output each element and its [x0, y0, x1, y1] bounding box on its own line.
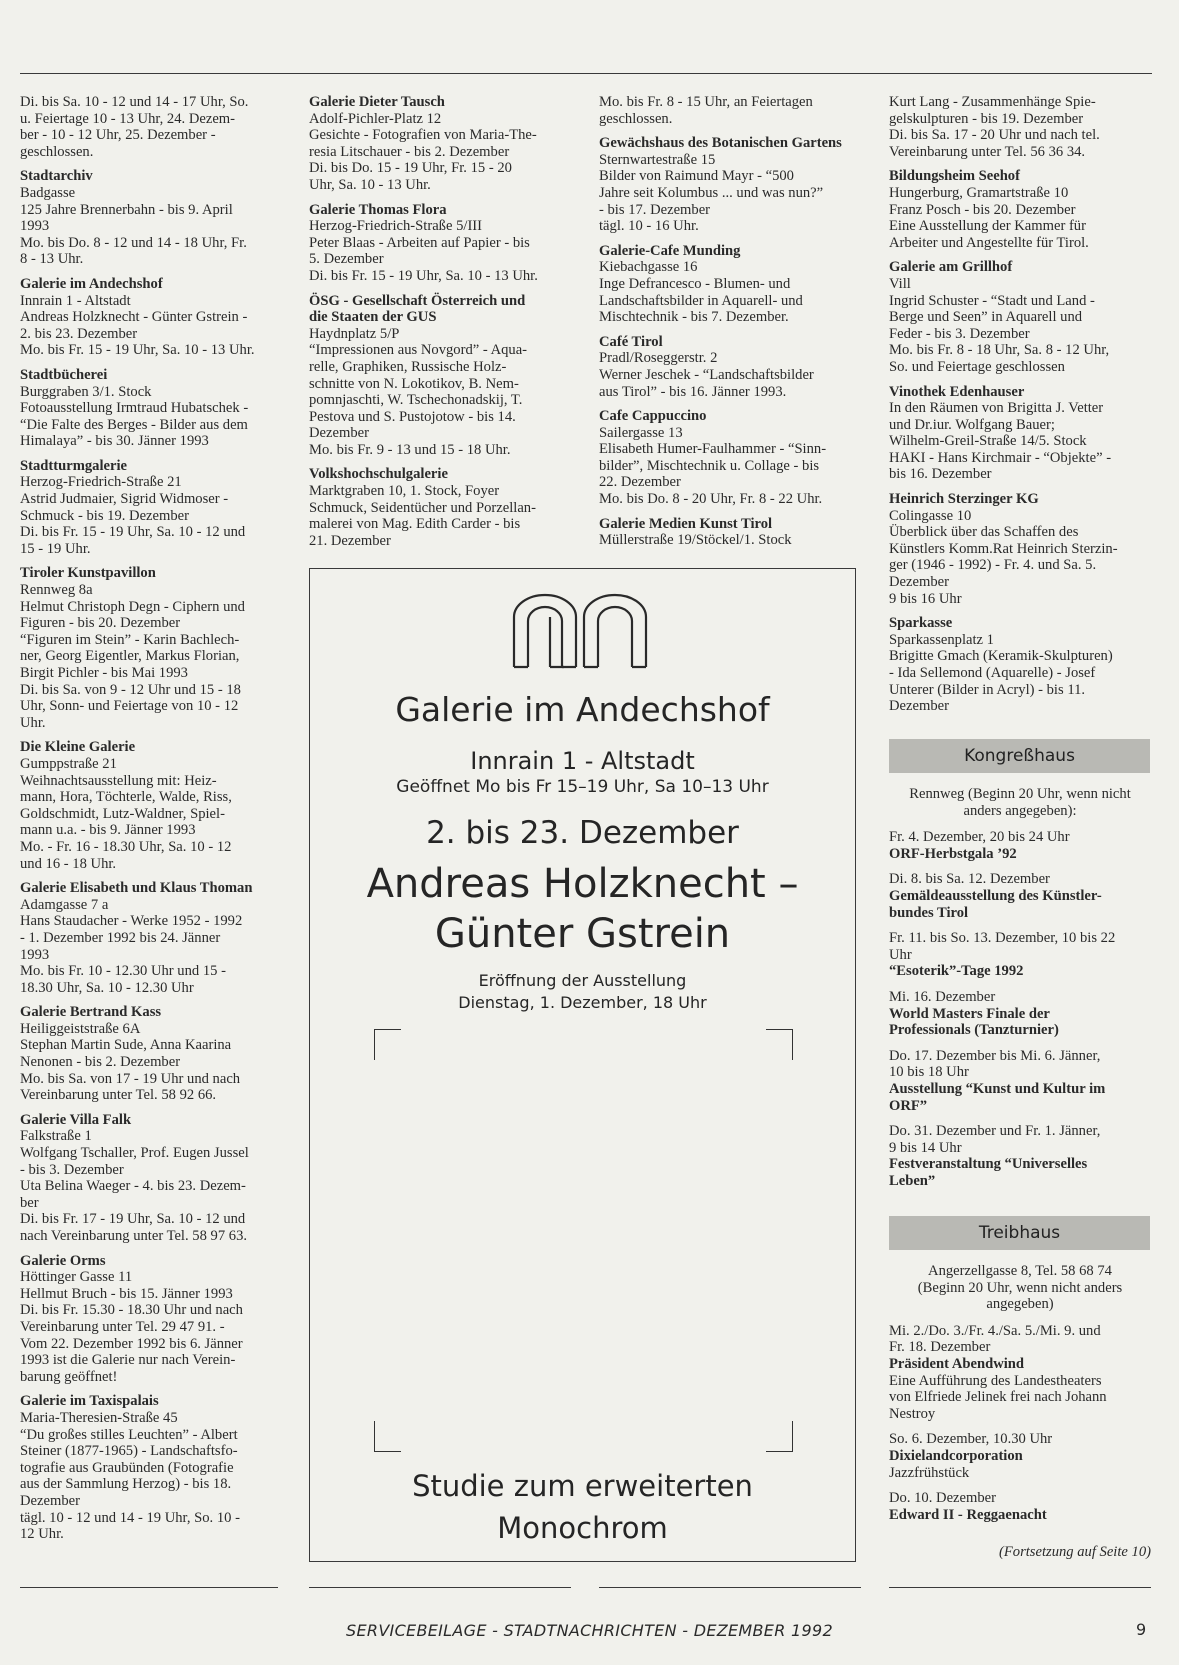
top-rule	[20, 73, 1152, 74]
listing-entry	[889, 491, 1151, 607]
column-3-entries	[599, 135, 861, 549]
event-date: Fr. 11. bis So. 13. Dezember, 10 bis 22 Uhr	[889, 930, 1116, 963]
listing-venue-name: Heinrich Sterzinger KG	[889, 491, 1039, 508]
listing-venue-name: Volkshochschulgalerie	[309, 466, 448, 483]
listing-venue-name: Sparkasse	[889, 615, 953, 632]
listing-venue-name: Tiroler Kunstpavillon	[20, 565, 156, 582]
listing-details: Herzog-Friedrich-Straße 5/III Peter Blaas - Arbeiten auf Papier - bis 5. Dezember Di. bis Fr. 15 - 19 Uhr, Sa. 10 - 13 Uhr.	[309, 218, 538, 284]
listing-venue-name: Galerie Villa Falk	[20, 1111, 132, 1128]
listing-details: Sparkassenplatz 1 Brigitte Gmach (Keramik-Skulpturen) - Ida Sellemond (Aquarelle) - Josef Unterer (Bilder in Acryl) - bis 11. Dezember	[889, 631, 1113, 715]
event-name: “Esoterik”-Tage 1992	[889, 963, 1024, 980]
listing-entry	[309, 466, 571, 549]
event-item	[889, 829, 1151, 862]
listing-entry	[599, 408, 861, 508]
listing-details: Marktgraben 10, 1. Stock, Foyer Schmuck, Seidentücher und Porzellan- malerei von Mag. Edith Carder - bis 21. Dezember	[309, 483, 536, 549]
event-name: Dixielandcorporation	[889, 1447, 1023, 1464]
event-item	[889, 1323, 1151, 1423]
listing-entry	[309, 293, 571, 459]
listing-venue-name: Galerie Orms	[20, 1252, 106, 1269]
listing-venue-name: Galerie im Andechshof	[20, 275, 163, 292]
listing-details: Heiliggeiststraße 6A Stephan Martin Sude, Anna Kaarina Nenonen - bis 2. Dezember Mo. bis Sa. von 17 - 19 Uhr und nach Vereinbarung unter Tel. 58 92 66.	[20, 1020, 241, 1104]
frame-corner-top-left	[374, 1029, 401, 1060]
listing-entry	[20, 367, 285, 450]
kongresshaus-band: Kongreßhaus	[889, 739, 1150, 773]
bottom-rule-3	[599, 1587, 861, 1588]
listing-entry	[889, 384, 1151, 484]
event-date: Do. 10. Dezember	[889, 1490, 996, 1507]
listing-venue-name: Galerie Medien Kunst Tirol	[599, 515, 773, 532]
listing-details: Adamgasse 7 a Hans Staudacher - Werke 1952 - 1992 - 1. Dezember 1992 bis 24. Jänner 1993 Mo. bis Fr. 10 - 12.30 Uhr und 15 - 18.30 Uhr, Sa. 10 - 12.30 Uhr	[20, 896, 243, 996]
listing-details: Herzog-Friedrich-Straße 21 Astrid Judmaier, Sigrid Widmoser - Schmuck - bis 19. Dezember Di. bis Fr. 15 - 19 Uhr, Sa. 10 - 12 und 15 - 19 Uhr.	[20, 474, 246, 557]
listing-venue-name: Galerie-Cafe Munding	[599, 242, 741, 259]
listing-details: Sternwartestraße 15 Bilder von Raimund Mayr - “500 Jahre seit Kolumbus ... und was nun?” - bis 17. Dezember tägl. 10 - 16 Uhr.	[599, 151, 824, 235]
column-1	[20, 94, 285, 1551]
listing-venue-name: ÖSG - Gesellschaft Österreich und die Staaten der GUS	[309, 292, 526, 326]
ad-artwork-title: Studie zum erweiterten Monochrom	[412, 1469, 753, 1545]
listing-entry	[20, 565, 285, 731]
listing-details: Hungerburg, Gramartstraße 10 Franz Posch - bis 20. Dezember Eine Ausstellung der Kammer für Arbeiter und Angestellte für Tirol.	[889, 184, 1089, 251]
listing-entry	[20, 276, 285, 359]
listing-venue-name: Stadtturmgalerie	[20, 457, 127, 474]
listing-details: Burggraben 3/1. Stock Fotoausstellung Irmtraud Hubatschek - “Die Falte des Berges - Bilder aus dem Himalaya” - bis 30. Jänner 1993	[20, 383, 249, 450]
treibhaus-intro: Angerzellgasse 8, Tel. 58 68 74 (Beginn 20 Uhr, wenn nicht anders angegeben)	[917, 1263, 1123, 1313]
event-item	[889, 1048, 1151, 1114]
event-name: ORF-Herbstgala ’92	[889, 845, 1017, 862]
listing-details: Maria-Theresien-Straße 45 “Du großes stilles Leuchten” - Albert Steiner (1877-1965) - Landschaftsfo- tografie aus Graubünden (Fotografie aus der Sammlung Herzog) - bis 18. Dezember tägl. 10 - 12 und 14 - 19 Uhr, So. 10 - 12 Uhr.	[20, 1409, 240, 1543]
listing-venue-name: Bildungsheim Seehof	[889, 168, 1020, 185]
listing-details: Kiebachgasse 16 Inge Defrancesco - Blumen- und Landschaftsbilder in Aquarell- und Mischtechnik - bis 7. Dezember.	[599, 259, 803, 326]
listing-entry	[309, 202, 571, 285]
event-name: Festveranstaltung “Universelles Leben”	[889, 1156, 1088, 1189]
listing-entry	[20, 1004, 285, 1104]
listing-details: Adolf-Pichler-Platz 12 Gesichte - Fotografien von Maria-The- resia Litschauer - bis 2. Dezember Di. bis Do. 15 - 19 Uhr, Fr. 15 - 20 Uhr, Sa. 10 - 13 Uhr.	[309, 110, 537, 193]
treibhaus-section	[889, 1263, 1151, 1532]
frame-corner-bottom-left	[374, 1421, 401, 1452]
listing-entry	[20, 739, 285, 872]
event-item	[889, 1123, 1151, 1189]
arches-logo-icon	[510, 591, 650, 669]
bottom-rule-4	[889, 1587, 1151, 1588]
ad-opening-hours: Geöffnet Mo bis Fr 15–19 Uhr, Sa 10–13 Uhr	[396, 777, 769, 797]
event-item	[889, 871, 1151, 921]
listing-venue-name: Die Kleine Galerie	[20, 739, 136, 756]
bottom-rule-1	[20, 1587, 278, 1588]
listing-entry	[889, 168, 1151, 251]
continuation-note: (Fortsetzung auf Seite 10)	[999, 1544, 1151, 1560]
listing-entry	[20, 1393, 285, 1542]
listing-venue-name: Galerie Thomas Flora	[309, 201, 447, 218]
listing-entry	[889, 615, 1151, 715]
event-date: Fr. 4. Dezember, 20 bis 24 Uhr	[889, 829, 1070, 846]
event-item	[889, 1490, 1151, 1523]
listing-details: Gumppstraße 21 Weihnachtsausstellung mit: Heiz- mann, Hora, Töchterle, Walde, Riss, Goldschmidt, Lutz-Waldner, Spiel- mann u.a. - bis 9. Jänner 1993 Mo. - Fr. 16 - 18.30 Uhr, Sa. 10 - 12 und 16 - 18 Uhr.	[20, 755, 232, 872]
page-footer: SERVICEBEILAGE - STADTNACHRICHTEN - DEZEMBER 1992	[346, 1621, 833, 1640]
event-description: Jazzfrühstück	[889, 1464, 970, 1481]
event-date: Mi. 2./Do. 3./Fr. 4./Sa. 5./Mi. 9. und Fr. 18. Dezember	[889, 1322, 1101, 1356]
listing-venue-name: Stadtarchiv	[20, 168, 93, 185]
ad-artist-2: Günter Gstrein	[434, 911, 731, 957]
column-3-lead-text: Mo. bis Fr. 8 - 15 Uhr, an Feiertagen geschlossen.	[599, 94, 813, 127]
ad-artists	[310, 859, 855, 959]
column-2-entries	[309, 94, 571, 549]
gallery-advertisement	[309, 568, 856, 1562]
event-date: Do. 17. Dezember bis Mi. 6. Jänner, 10 bis 18 Uhr	[889, 1047, 1101, 1081]
event-name: Präsident Abendwind	[889, 1355, 1025, 1372]
event-date: So. 6. Dezember, 10.30 Uhr	[889, 1431, 1053, 1448]
event-name: World Masters Finale der Professionals (Tanzturnier)	[889, 1005, 1059, 1039]
kongresshaus-intro: Rennweg (Beginn 20 Uhr, wenn nicht anders angegeben):	[909, 786, 1131, 819]
ad-opening-date: Dienstag, 1. Dezember, 18 Uhr	[458, 993, 707, 1012]
event-date: Mi. 16. Dezember	[889, 988, 996, 1005]
event-item	[889, 1431, 1151, 1481]
column-2	[309, 94, 571, 557]
ad-artist-1: Andreas Holzknecht –	[366, 861, 799, 907]
listing-venue-name: Stadtbücherei	[20, 366, 108, 383]
listing-entry	[20, 1253, 285, 1386]
listing-venue-name: Cafe Cappuccino	[599, 408, 707, 425]
listing-venue-name: Galerie Elisabeth und Klaus Thoman	[20, 880, 253, 897]
event-description: Eine Aufführung des Landestheaters von Elfriede Jelinek frei nach Johann Nestroy	[889, 1372, 1107, 1422]
listing-details: Sailergasse 13 Elisabeth Humer-Faulhammer - “Sinn- bilder”, Mischtechnik u. Collage - bis 22. Dezember Mo. bis Do. 8 - 20 Uhr, Fr. 8 - 22 Uhr.	[599, 424, 827, 508]
event-name: Ausstellung “Kunst und Kultur im ORF”	[889, 1080, 1106, 1114]
listing-details: Müllerstraße 19/Stöckel/1. Stock	[599, 532, 792, 549]
listing-entry	[309, 94, 571, 194]
event-date: Do. 31. Dezember und Fr. 1. Jänner, 9 bis 14 Uhr	[889, 1123, 1101, 1156]
listing-venue-name: Café Tirol	[599, 333, 663, 350]
column-4-entries	[889, 168, 1151, 714]
listing-details: Colingasse 10 Überblick über das Schaffen des Künstlers Komm.Rat Heinrich Sterzin- ger (1946 - 1992) - Fr. 4. und Sa. 5. Dezember 9 bis 16 Uhr	[889, 507, 1118, 607]
kongresshaus-events	[889, 829, 1151, 1189]
listing-venue-name: Galerie Bertrand Kass	[20, 1004, 162, 1021]
listing-venue-name: Galerie Dieter Tausch	[309, 94, 445, 110]
listing-venue-name: Galerie am Grillhof	[889, 259, 1013, 276]
listing-entry	[599, 243, 861, 326]
listing-details: Innrain 1 - Altstadt Andreas Holzknecht - Günter Gstrein - 2. bis 23. Dezember Mo. bis Fr. 15 - 19 Uhr, Sa. 10 - 13 Uhr.	[20, 292, 255, 359]
listing-entry	[20, 880, 285, 996]
listing-venue-name: Vinothek Edenhauser	[889, 383, 1025, 400]
event-name: Edward II - Reggaenacht	[889, 1506, 1047, 1523]
listing-entry	[20, 458, 285, 558]
listing-entry	[599, 135, 861, 235]
column-4	[889, 94, 1151, 723]
treibhaus-events	[889, 1323, 1151, 1524]
ad-gallery-title: Galerie im Andechshof	[395, 690, 770, 729]
listing-details: Pradl/Roseggerstr. 2 Werner Jeschek - “Landschaftsbilder aus Tirol” - bis 16. Jänner 1993.	[599, 350, 814, 400]
page-number: 9	[1136, 1620, 1147, 1639]
listing-entry	[599, 516, 861, 549]
ad-address: Innrain 1 - Altstadt	[470, 747, 695, 775]
frame-corner-top-right	[766, 1029, 793, 1060]
listing-details: Rennweg 8a Helmut Christoph Degn - Ciphern und Figuren - bis 20. Dezember “Figuren im Stein” - Karin Bachlech- ner, Georg Eigentler, Markus Florian, Birgit Pichler - bis Mai 1993 Di. bis Sa. von 9 - 12 Uhr und 15 - 18 Uhr, Sonn- und Feiertage von 10 - 12 Uhr.	[20, 582, 245, 731]
frame-corner-bottom-right	[766, 1421, 793, 1452]
listing-entry	[599, 334, 861, 400]
column-1-entries	[20, 168, 285, 1542]
listing-venue-name: Gewächshaus des Botanischen Gartens	[599, 135, 842, 152]
listing-details: Falkstraße 1 Wolfgang Tschaller, Prof. Eugen Jussel - bis 3. Dezember Uta Belina Waeger - 4. bis 23. Dezem- ber Di. bis Fr. 17 - 19 Uhr, Sa. 10 - 12 und nach Vereinbarung unter Tel. 58 97 63.	[20, 1128, 249, 1244]
listing-details: Vill Ingrid Schuster - “Stadt und Land - Berge und Seen” in Aquarell und Feder - bis 3. Dezember Mo. bis Fr. 8 - 18 Uhr, Sa. 8 - 12 Uhr, So. und Feiertage geschlossen	[889, 275, 1110, 375]
listing-details: In den Räumen von Brigitta J. Vetter und Dr.iur. Wolfgang Bauer; Wilhelm-Greil-Straße 14/5. Stock HAKI - Hans Kirchmair - “Objekte” - bis 16. Dezember	[889, 400, 1112, 483]
event-item	[889, 930, 1151, 980]
listing-details: Höttinger Gasse 11 Hellmut Bruch - bis 15. Jänner 1993 Di. bis Fr. 15.30 - 18.30 Uhr und nach Vereinbarung unter Tel. 29 47 91. - Vom 22. Dezember 1992 bis 6. Jänner 1993 ist die Galerie nur nach Verein- barung geöffnet!	[20, 1269, 243, 1385]
event-item	[889, 989, 1151, 1039]
listing-entry	[20, 168, 285, 268]
bottom-rule-2	[309, 1587, 571, 1588]
listing-entry	[889, 259, 1151, 375]
column-1-lead-text: Di. bis Sa. 10 - 12 und 14 - 17 Uhr, So. u. Feiertage 10 - 13 Uhr, 24. Dezem- ber - 10 - 12 Uhr, 25. Dezember - geschlossen.	[20, 94, 249, 160]
listing-details: Haydnplatz 5/P “Impressionen aus Novgord” - Aqua- relle, Graphiken, Russische Holz- schnitte von N. Lokotikov, B. Nem- pomnjaschti, W. Tschechonadskij, T. Pestova und S. Pustojotow - bis 14. Dezember Mo. bis Fr. 9 - 13 und 15 - 18 Uhr.	[309, 325, 528, 458]
column-3	[599, 94, 861, 557]
ad-exhibition-dates: 2. bis 23. Dezember	[426, 815, 739, 851]
event-date: Di. 8. bis Sa. 12. Dezember	[889, 871, 1050, 888]
listing-venue-name: Galerie im Taxispalais	[20, 1393, 159, 1410]
event-name: Gemäldeausstellung des Künstler- bundes Tirol	[889, 887, 1102, 921]
treibhaus-band: Treibhaus	[889, 1216, 1150, 1250]
listing-details: Badgasse 125 Jahre Brennerbahn - bis 9. April 1993 Mo. bis Do. 8 - 12 und 14 - 18 Uhr, Fr. 8 - 13 Uhr.	[20, 184, 247, 268]
ad-opening-label: Eröffnung der Ausstellung	[478, 971, 687, 990]
listing-entry	[20, 1112, 285, 1245]
column-4-lead-text: Kurt Lang - Zusammenhänge Spie- gelskulpturen - bis 19. Dezember Di. bis Sa. 17 - 20 Uhr und nach tel. Vereinbarung unter Tel. 56 36 34.	[889, 94, 1100, 160]
kongresshaus-section	[889, 786, 1151, 1198]
